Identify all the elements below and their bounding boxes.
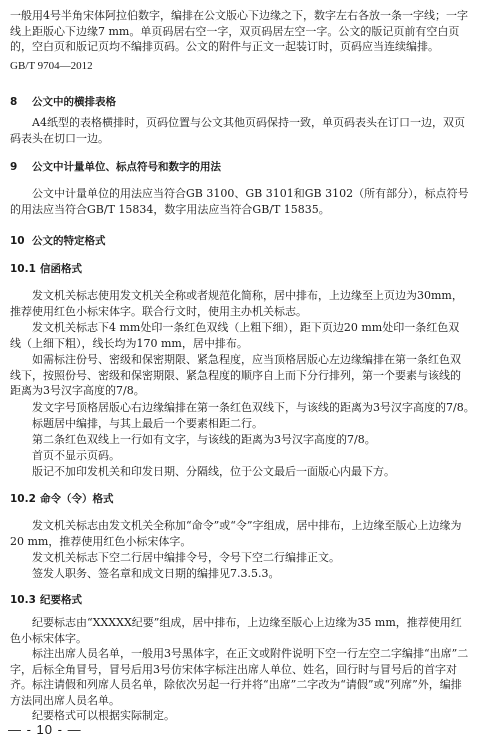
page-number: — - 10 - — [8,722,82,737]
section-8-heading [10,95,116,109]
section-title: 命令（令）格式 [40,493,114,505]
section-title: 公文中计量单位、标点符号和数字的用法 [32,161,221,173]
order-format-para-1: 发文机关标志由发文机关全称加“命令”或“令”字组成，居中排布，上边缘至版心上边缘为20 mm，推荐使用红色小标宋体字。 [10,519,462,548]
section-number: 10.1 [10,263,36,275]
section-number: 10.3 [10,594,36,606]
letter-format-para-7: 首页不显示页码。 [32,449,120,462]
minutes-format-para-1: 纪要标志由“XXXXX纪要”组成，居中排布，上边缘至版心上边缘为35 mm，推荐使用红色小标宋体字。 [10,616,462,645]
section-9-body: 公文中计量单位的用法应当符合GB 3100、GB 3101和GB 3102（所有部分），标点符号的用法应当符合GB/T 15834，数字用法应当符合GB/T 15835。 [10,187,469,216]
section-8-body: A4纸型的表格横排时，页码位置与公文其他页码保持一致，单页码表头在订口一边，双页码表头在切口一边。 [10,116,465,145]
standard-number: GB/T 9704—2012 [10,60,93,72]
letter-format-para-4: 发文字号顶格居版心右边缘编排在第一条红色双线下，与该线的距离为3号汉字高度的7/8。 [32,401,475,414]
order-format-para-3: 签发人职务、签名章和成文日期的编排见7.3.5.3。 [32,567,280,580]
letter-format-para-8: 版记不加印发机关和印发日期、分隔线，位于公文最后一面版心内最下方。 [32,465,395,478]
section-10-1-heading [10,262,82,276]
section-10-2-heading [10,492,114,506]
section-number: 9 [10,161,18,173]
letter-format-para-5: 标题居中编排，与其上最后一个要素相距二行。 [32,417,263,430]
section-title: 纪要格式 [40,594,82,606]
minutes-format-para-3: 标注请假和列席人员名单，除依次另起一行并将“出席”二字改为“请假”或“列席”外，编排方法同出席人员名单。 [10,678,462,707]
minutes-format-para-4: 纪要格式可以根据实际制定。 [32,709,175,722]
section-number: 10.2 [10,493,36,505]
letter-format-para-2: 发文机关标志下4 mm处印一条红色双线（上粗下细），距下页边20 mm处印一条红色双线（上细下粗），线长均为170 mm，居中排布。 [10,321,460,350]
section-number: 10 [10,235,25,247]
section-10-3-heading [10,593,82,607]
section-10-heading [10,234,106,248]
section-9-heading [10,160,221,174]
letter-format-para-1: 发文机关标志使用发文机关全称或者规范化简称，居中排布，上边缘至上页边为30mm，推荐使用红色小标宋体字。联合行文时，使用主办机关标志。 [10,289,463,318]
intro-paragraph: 一般用4号半角宋体阿拉伯数字，编排在公文版心下边缘之下，数字左右各放一条一字线；一字线上距版心下边缘7 mm。单页码居右空一字，双页码居左空一字。公文的版记页前有空白页的，空白页和版记页均不编排页码。公文的附件与正文一起装订时，页码应当连续编排。 [10,9,468,53]
section-title: 信函格式 [40,263,82,275]
section-title: 公文的特定格式 [32,235,106,247]
letter-format-para-3: 如需标注份号、密级和保密期限、紧急程度，应当顶格居版心左边缘编排在第一条红色双线下，按照份号、密级和保密期限、紧急程度的顺序自上而下分行排列，第一个要素与该线的距离为3号汉字高度的7/8。 [10,353,461,397]
letter-format-para-6: 第二条红色双线上一行如有文字，与该线的距离为3号汉字高度的7/8。 [32,433,376,446]
section-number: 8 [10,96,18,108]
order-format-para-2: 发文机关标志下空二行居中编排令号，令号下空二行编排正文。 [32,551,340,564]
minutes-format-para-2: 标注出席人员名单，一般用3号黑体字，在正文或附件说明下空一行左空二字编排“出席”二字，后标全角冒号，冒号后用3号仿宋体字标注出席人单位、姓名，回行时与冒号后的首字对齐。 [10,647,469,691]
section-title: 公文中的横排表格 [32,96,116,108]
